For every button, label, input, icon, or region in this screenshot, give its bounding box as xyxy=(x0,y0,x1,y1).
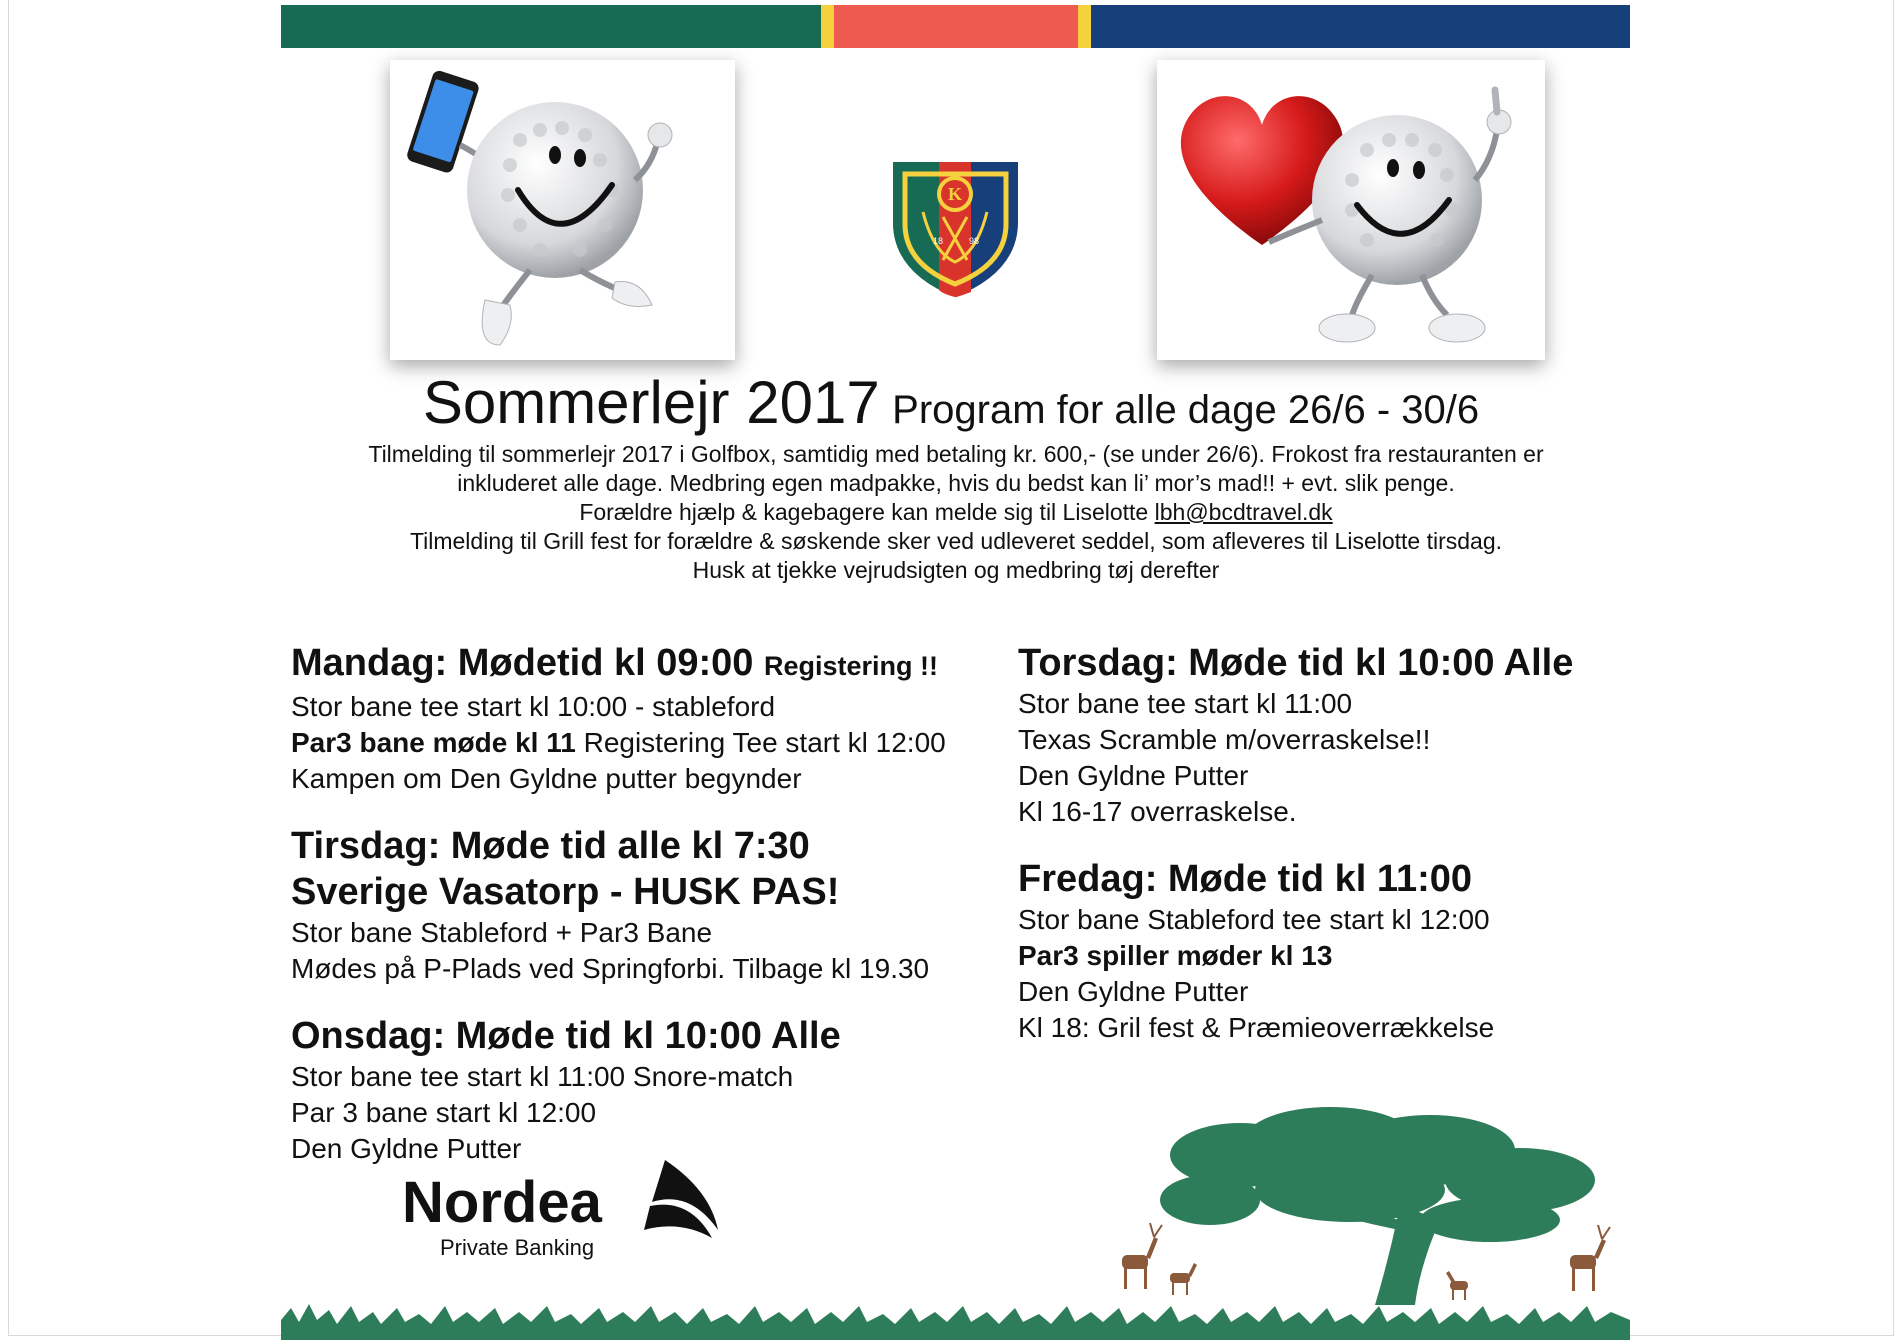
day-heading xyxy=(291,640,1021,689)
schedule-right-column xyxy=(1018,640,1638,1072)
day-line: Den Gyldne Putter xyxy=(291,1133,522,1164)
day-thursday xyxy=(1018,640,1638,830)
day-line xyxy=(1018,938,1638,974)
golfball-with-phone-icon xyxy=(390,60,735,360)
day-line: Stor bane Stableford + Par3 Bane xyxy=(291,917,713,948)
color-bar-coral xyxy=(834,5,1078,48)
title-sub: Program for alle dage 26/6 - 30/6 xyxy=(892,388,1480,432)
nordea-sail-icon xyxy=(644,1160,718,1238)
intro-line xyxy=(280,498,1632,527)
intro-line-prefix: Forældre hjælp & kagebagere kan melde sig til Liselotte xyxy=(579,499,1149,525)
sponsor-tagline: Private Banking xyxy=(440,1235,595,1260)
intro-text xyxy=(280,440,1632,585)
day-heading: Sverige Vasatorp - HUSK PAS! xyxy=(291,871,840,913)
nordea-logo xyxy=(400,1150,735,1265)
day-heading: Fredag: Møde tid kl 11:00 xyxy=(1018,858,1472,900)
intro-line: inkluderet alle dage. Medbring egen madpakke, hvis du bedst kan li’ mor’s mad!! + evt. slik penge. xyxy=(457,470,1455,496)
title-main: Sommerlejr 2017 xyxy=(422,369,880,436)
day-line: Kampen om Den Gyldne putter begynder xyxy=(291,763,802,794)
svg-text:K: K xyxy=(947,184,963,204)
day-line: Texas Scramble m/overraskelse!! xyxy=(1018,724,1431,755)
intro-line: Husk at tjekke vejrudsigten og medbring tøj derefter xyxy=(692,557,1220,583)
color-bar-navy xyxy=(1091,5,1630,48)
day-heading-text: Mandag: Mødetid kl 09:00 xyxy=(291,642,754,684)
day-friday xyxy=(1018,856,1638,1046)
day-line-bold: Par3 bane møde kl 11 xyxy=(291,727,576,758)
day-heading: Onsdag: Møde tid kl 10:00 Alle xyxy=(291,1015,841,1057)
day-line: Stor bane tee start kl 11:00 xyxy=(1018,688,1353,719)
day-line: Mødes på P-Plads ved Springforbi. Tilbage kl 19.30 xyxy=(291,953,930,984)
oak-tree-with-deer-icon xyxy=(1100,1105,1640,1320)
email-link[interactable]: lbh@bcdtravel.dk xyxy=(1154,499,1333,525)
day-line: Par 3 bane start kl 12:00 xyxy=(291,1097,597,1128)
day-line-rest: Registering Tee start kl 12:00 xyxy=(583,727,946,758)
intro-line: Tilmelding til sommerlejr 2017 i Golfbox, samtidig med betaling kr. 600,- (se under 26/6). Frokost fra restauranten er xyxy=(368,441,1544,467)
day-line-bold: Par3 spiller møder kl 13 xyxy=(1018,940,1333,971)
crest-year-right: 98 xyxy=(969,236,980,246)
day-line: Stor bane Stableford tee start kl 12:00 xyxy=(1018,904,1490,935)
day-heading-note: Registering !! xyxy=(763,651,938,681)
day-tuesday xyxy=(291,823,1021,987)
color-bar-yellow xyxy=(821,5,834,48)
color-bar-yellow xyxy=(1078,5,1091,48)
day-heading: Tirsdag: Møde tid alle kl 7:30 xyxy=(291,825,810,867)
day-monday xyxy=(291,640,1021,797)
sponsor-name: Nordea xyxy=(402,1170,602,1235)
schedule-left-column xyxy=(291,640,1021,1193)
day-line: Kl 16-17 overraskelse. xyxy=(1018,796,1297,827)
day-line: Den Gyldne Putter xyxy=(1018,760,1249,791)
grass-strip-icon xyxy=(281,1300,1630,1340)
intro-line: Tilmelding til Grill fest for forældre & søskende sker ved udleveret seddel, som afleveres til Liselotte tirsdag. xyxy=(409,528,1503,554)
crest-year-left: 18 xyxy=(933,236,944,246)
day-line: Kl 18: Gril fest & Præmieoverrækkelse xyxy=(1018,1012,1495,1043)
day-line: Stor bane tee start kl 10:00 - stableford xyxy=(291,691,776,722)
day-line xyxy=(291,725,1021,761)
day-wednesday xyxy=(291,1013,1021,1167)
day-heading: Torsdag: Møde tid kl 10:00 Alle xyxy=(1018,642,1574,684)
day-line: Den Gyldne Putter xyxy=(1018,976,1249,1007)
golf-club-crest-icon xyxy=(883,152,1028,302)
golfball-with-heart-icon xyxy=(1157,60,1545,360)
day-line: Stor bane tee start kl 11:00 Snore-match xyxy=(291,1061,794,1092)
page-title xyxy=(0,368,1902,437)
top-color-bar xyxy=(281,5,1630,48)
color-bar-green xyxy=(281,5,821,48)
